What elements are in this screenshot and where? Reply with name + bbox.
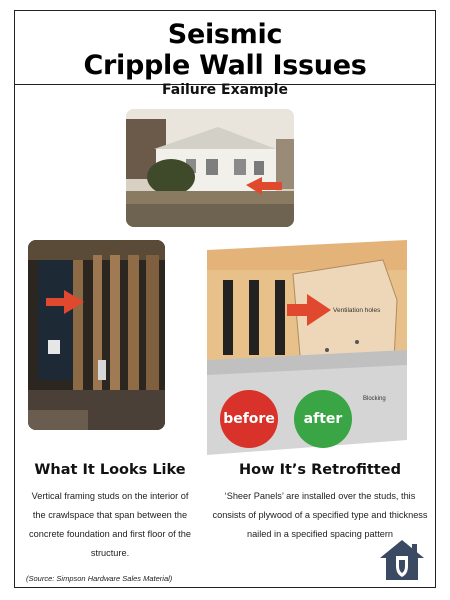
what-it-looks-like-heading: What It Looks Like [34, 462, 186, 478]
failure-example-heading: Failure Example [162, 82, 288, 98]
how-its-retrofitted-text: ‘Sheer Panels’ are installed over the studs, this consists of plywood of a specified type and thickness nailed in a specified spacing pattern [212, 491, 428, 539]
page-title-line-1: Seismic [167, 19, 283, 50]
ventilation-holes-label: Ventilation holes [333, 307, 381, 314]
after-badge: after [294, 390, 352, 448]
failure-house-photo [126, 109, 294, 227]
house-shield-logo-icon [378, 538, 426, 582]
blocking-label: Blocking [363, 396, 386, 402]
how-its-retrofitted-heading: How It’s Retrofitted [239, 462, 401, 478]
title-block [15, 11, 435, 85]
source-citation: (Source: Simpson Hardware Sales Material) [26, 574, 173, 583]
crawlspace-studs-photo [28, 240, 165, 430]
before-badge: before [220, 390, 278, 448]
page-title-line-2: Cripple Wall Issues [83, 50, 367, 81]
what-it-looks-like-text: Vertical framing studs on the interior of the crawlspace that span between the concrete foundation and first floor of the structure. [29, 491, 191, 558]
